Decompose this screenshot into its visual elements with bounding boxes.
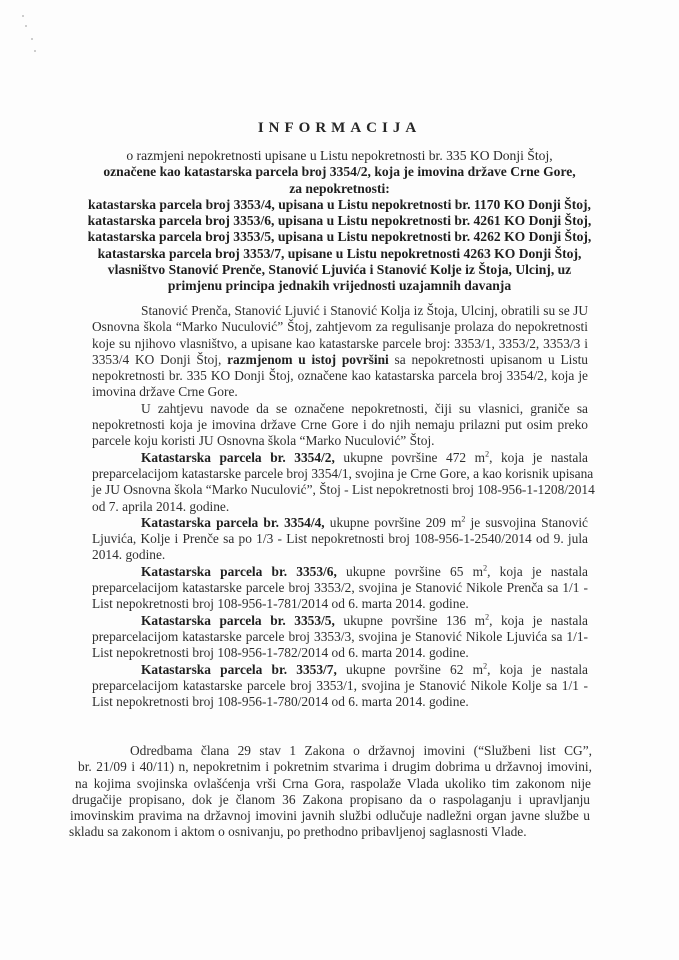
text-run: ukupne površine 136 m (334, 612, 486, 628)
paragraph-line: 2014. godine. (92, 547, 166, 563)
paragraph-line: imovinskim pravima na državnoj imovini javnih službi odlučuje nadležni organ javne službe u (70, 808, 590, 824)
paragraph-line: koje su njihovo vlasništvo, a upisane kao katastarske parcele broj: 3353/1, 3353/2, 3353/3 i (92, 335, 588, 351)
text-run: , koja je nastala (487, 661, 589, 677)
superscript: 2 (461, 514, 466, 524)
text-run: ukupne površine 209 m (324, 514, 462, 530)
paragraph-p3 (92, 449, 595, 515)
paragraph-line: od 7. aprila 2014. godine. (92, 498, 230, 514)
text-run: ukupne površine 472 m (334, 449, 486, 465)
superscript: 2 (485, 449, 490, 459)
paragraph-line: nepokretnosti br. 335 KO Donji Štoj, označene kao katastarska parcela broj 3354/2, koja je (92, 368, 588, 384)
bold-text-run: razmjenom u istoj površini (227, 351, 389, 367)
paragraph-line: na kojima svojinska ovlašćenja vrši Crna Gora, raspolaže Vlada ukoliko tim zakonom nije (75, 775, 591, 791)
paragraph-p2 (92, 401, 588, 450)
paragraph-p6 (92, 613, 588, 662)
text-run: , koja je nastala (489, 449, 588, 465)
subtitle-line: označene kao katastarska parcela broj 3354/2, koja je imovina države Crne Gore, (103, 164, 576, 180)
document-subtitle (0, 148, 679, 295)
subtitle-line: o razmjeni nepokretnosti upisane u Listu nepokretnosti br. 335 KO Donji Štoj, (126, 148, 553, 163)
paragraph-line: List nepokretnosti broj 108-956-1-780/2014 od 6. marta 2014. godine. (92, 694, 469, 710)
paragraph-line: Stanović Prenča, Stanović Ljuvić i Stanović Kolja iz Štoja, Ulcinj, obratili su se JU (141, 303, 588, 318)
text-run: 3353/4 KO Donji Štoj, (92, 351, 228, 367)
paragraph-p7 (92, 662, 588, 711)
parcel-heading: Katastarska parcela br. 3354/2, (141, 449, 335, 465)
scan-speck (22, 15, 24, 17)
subtitle-line: katastarska parcela broj 3353/6, upisana u Listu nepokretnosti br. 4261 KO Donji Štoj, (87, 213, 592, 229)
paragraph-line (92, 515, 588, 531)
scan-speck (31, 38, 33, 40)
paragraph-line: je JU Osnovna škola “Marko Nuculović”, Štoj - List nepokretnosti broj 108-956-1-1208/2014 (92, 482, 595, 498)
subtitle-line: za nepokretnosti: (289, 180, 390, 196)
paragraph-line: Ljuvića, Kolje i Prenče sa po 1/3 - List nepokretnosti broj 108-956-1-2540/2014 od 9. jula (92, 531, 588, 547)
text-run: , koja je nastala (489, 612, 588, 628)
paragraph-line (92, 564, 588, 580)
paragraph-line: U zahtjevu navode da se označene nepokretnosti, čiji su vlasnici, graniče sa (141, 400, 588, 416)
paragraph-p4 (92, 515, 588, 564)
scan-speck (34, 50, 36, 52)
parcel-heading: Katastarska parcela br. 3354/4, (141, 514, 325, 530)
paragraph-line: preparcelacijom katastarske parcele broj 3353/3, svojina je Stanović Nikole Ljuvića sa 1/1- (92, 628, 588, 644)
paragraph-line: drugačije propisano, dok je članom 36 Zakona propisano da o raspolaganju i upravljanju (72, 791, 590, 807)
paragraph-line (92, 450, 588, 466)
document-body (92, 303, 595, 710)
paragraph-line: List nepokretnosti broj 108-956-1-782/2014 od 6. marta 2014. godine. (92, 645, 469, 661)
text-run: , koja je nastala (487, 563, 589, 579)
paragraph-line: Osnovna škola “Marko Nuculović” Štoj, zahtjevom za regulisanje prolaza do nepokretnosti (92, 319, 588, 335)
text-run: sa nepokretnosti upisanom u Listu (388, 351, 588, 367)
paragraph-p8 (0, 743, 679, 841)
paragraph-line (92, 613, 588, 629)
subtitle-line: katastarska parcela broj 3353/7, upisane u Listu nepokretnosti 4263 KO Donji Štoj, (97, 245, 582, 261)
document-title: INFORMACIJA (257, 120, 422, 136)
parcel-heading: Katastarska parcela br. 3353/7, (141, 661, 337, 677)
text-run: ukupne površine 65 m (336, 563, 484, 579)
superscript: 2 (485, 612, 490, 622)
subtitle-line: vlasništvo Stanović Prenče, Stanović Ljuvića i Stanović Kolje iz Štoja, Ulcinj, uz (107, 262, 572, 278)
paragraph-line: preparcelacijom katastarske parcele broj 3354/1, svojina je Crne Gore, a kao korisnik upisana (92, 465, 594, 481)
superscript: 2 (483, 661, 488, 671)
paragraph-line: nepokretnosti koja je imovina države Crne Gore i do njih nemaju prilazni put osim preko (92, 417, 588, 433)
paragraph-line: preparcelacijom katastarske parcele broj 3353/2, svojina je Stanović Nikole Prenča sa 1/1 - (92, 580, 588, 596)
subtitle-line: katastarska parcela broj 3353/5, upisana u Listu nepokretnosti br. 4262 KO Donji Štoj, (87, 229, 592, 245)
text-run: ukupne površine 62 m (336, 661, 484, 677)
subtitle-line: primjenu principa jednakih vrijednosti uzajamnih davanja (167, 278, 512, 294)
parcel-heading: Katastarska parcela br. 3353/5, (141, 612, 335, 628)
paragraph-line: parcele koju koristi JU Osnovna škola “Marko Nuculović” Štoj. (92, 433, 435, 449)
paragraph-line: br. 21/09 i 40/11) n, nepokretnim i pokretnim stvarima i drugim dobrima u državnoj imovini, (78, 759, 592, 775)
paragraph-p5 (92, 564, 588, 613)
paragraph-line: Odredbama člana 29 stav 1 Zakona o državnoj imovini (“Službeni list CG”, (130, 743, 592, 758)
parcel-heading: Katastarska parcela br. 3353/6, (141, 563, 337, 579)
paragraph-p1 (92, 303, 588, 401)
paragraph-line (92, 662, 588, 678)
scan-speck (25, 25, 27, 27)
paragraph-line: skladu sa zakonom i aktom o osnivanju, po prethodno pribavljenoj saglasnosti Vlade. (69, 824, 527, 840)
subtitle-line: katastarska parcela broj 3353/4, upisana u Listu nepokretnosti br. 1170 KO Donji Štoj, (88, 196, 591, 212)
paragraph-line: preparcelacijom katastarske parcele broj 3353/1, svojina je Stanović Nikole Kolje sa 1/1 - (92, 677, 588, 693)
paragraph-line: List nepokretnosti broj 108-956-1-781/2014 od 6. marta 2014. godine. (92, 596, 469, 612)
superscript: 2 (483, 563, 488, 573)
paragraph-line (92, 352, 588, 368)
paragraph-line: imovina države Crne Gore. (92, 384, 238, 400)
text-run: je susvojina Stanović (465, 514, 589, 530)
